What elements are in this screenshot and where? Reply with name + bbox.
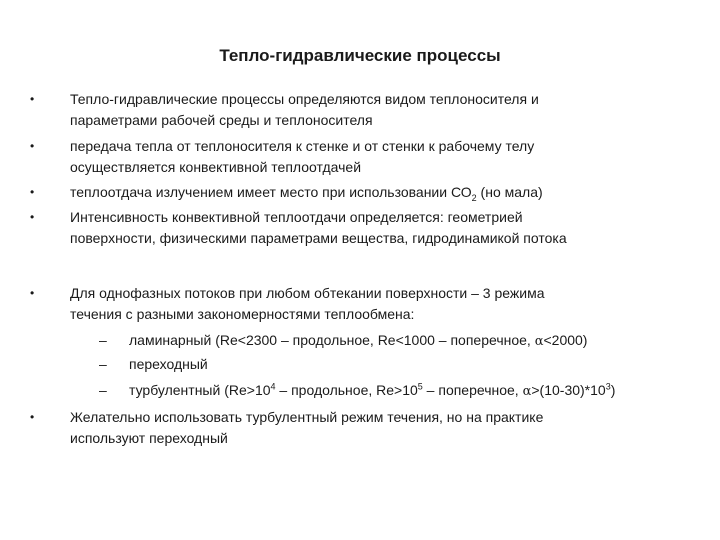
slide-title: Тепло-гидравлические процессы (219, 46, 501, 65)
sub-text-part: <2000) (543, 332, 588, 348)
sub-item (99, 330, 699, 352)
bullet-dot-icon: • (30, 139, 35, 153)
superscript: 4 (270, 381, 276, 392)
sub-text-part: – поперечное, (422, 382, 523, 398)
bullet-text (70, 207, 690, 249)
superscript: 5 (417, 381, 423, 392)
dash-icon: – (99, 382, 107, 398)
bullet-text (70, 136, 690, 178)
bullet-dot-icon: • (30, 185, 35, 199)
sub-item (99, 380, 699, 402)
bullet-text (70, 407, 690, 449)
sub-text-part: >(10-30)*10 (531, 382, 606, 398)
bullet-text (70, 283, 690, 325)
bullet-text (70, 182, 690, 203)
bullet-line: Желательно использовать турбулентный режим течения, но на практике (70, 409, 544, 425)
sub-text-part: – продольное, Re>10 (275, 382, 418, 398)
alpha-symbol: α (534, 334, 544, 349)
bullet-line: Интенсивность конвективной теплоотдачи определяется: геометрией (70, 209, 523, 225)
bullet-line: передача тепла от теплоносителя к стенке и от стенки к рабочему телу (70, 138, 535, 154)
bullet-line: течения с разными закономерностями теплообмена: (70, 306, 415, 322)
bullet-text-part: (но мала) (476, 184, 543, 200)
sub-text-part: ламинарный (Re<2300 – продольное, Re<1000 – поперечное, (129, 332, 535, 348)
bullet-line: используют переходный (70, 430, 228, 446)
bullet-text-part: теплоотдача излучением имеет место при использовании СО (70, 184, 472, 200)
bullet-line: Тепло-гидравлические процессы определяются видом теплоносителя и (70, 91, 539, 107)
sub-text: переходный (129, 356, 208, 372)
sub-item (99, 354, 699, 375)
subscript: 2 (471, 192, 477, 203)
bullet-line: Для однофазных потоков при любом обтекании поверхности – 3 режима (70, 285, 545, 301)
dash-icon: – (99, 332, 107, 348)
bullet-dot-icon: • (30, 286, 35, 300)
bullet-text (70, 89, 690, 131)
bullet-line: поверхности, физическими параметрами вещества, гидродинамикой потока (70, 230, 567, 246)
bullet-dot-icon: • (30, 410, 35, 424)
dash-icon: – (99, 356, 107, 372)
bullet-dot-icon: • (30, 92, 35, 106)
bullet-line: параметрами рабочей среды и теплоносителя (70, 112, 373, 128)
sub-text-part: турбулентный (Re>10 (129, 382, 271, 398)
sub-text-part: ) (610, 382, 616, 398)
bullet-dot-icon: • (30, 210, 35, 224)
alpha-symbol: α (522, 384, 532, 399)
bullet-line: осуществляется конвективной теплоотдачей (70, 159, 362, 175)
superscript: 3 (605, 381, 611, 392)
